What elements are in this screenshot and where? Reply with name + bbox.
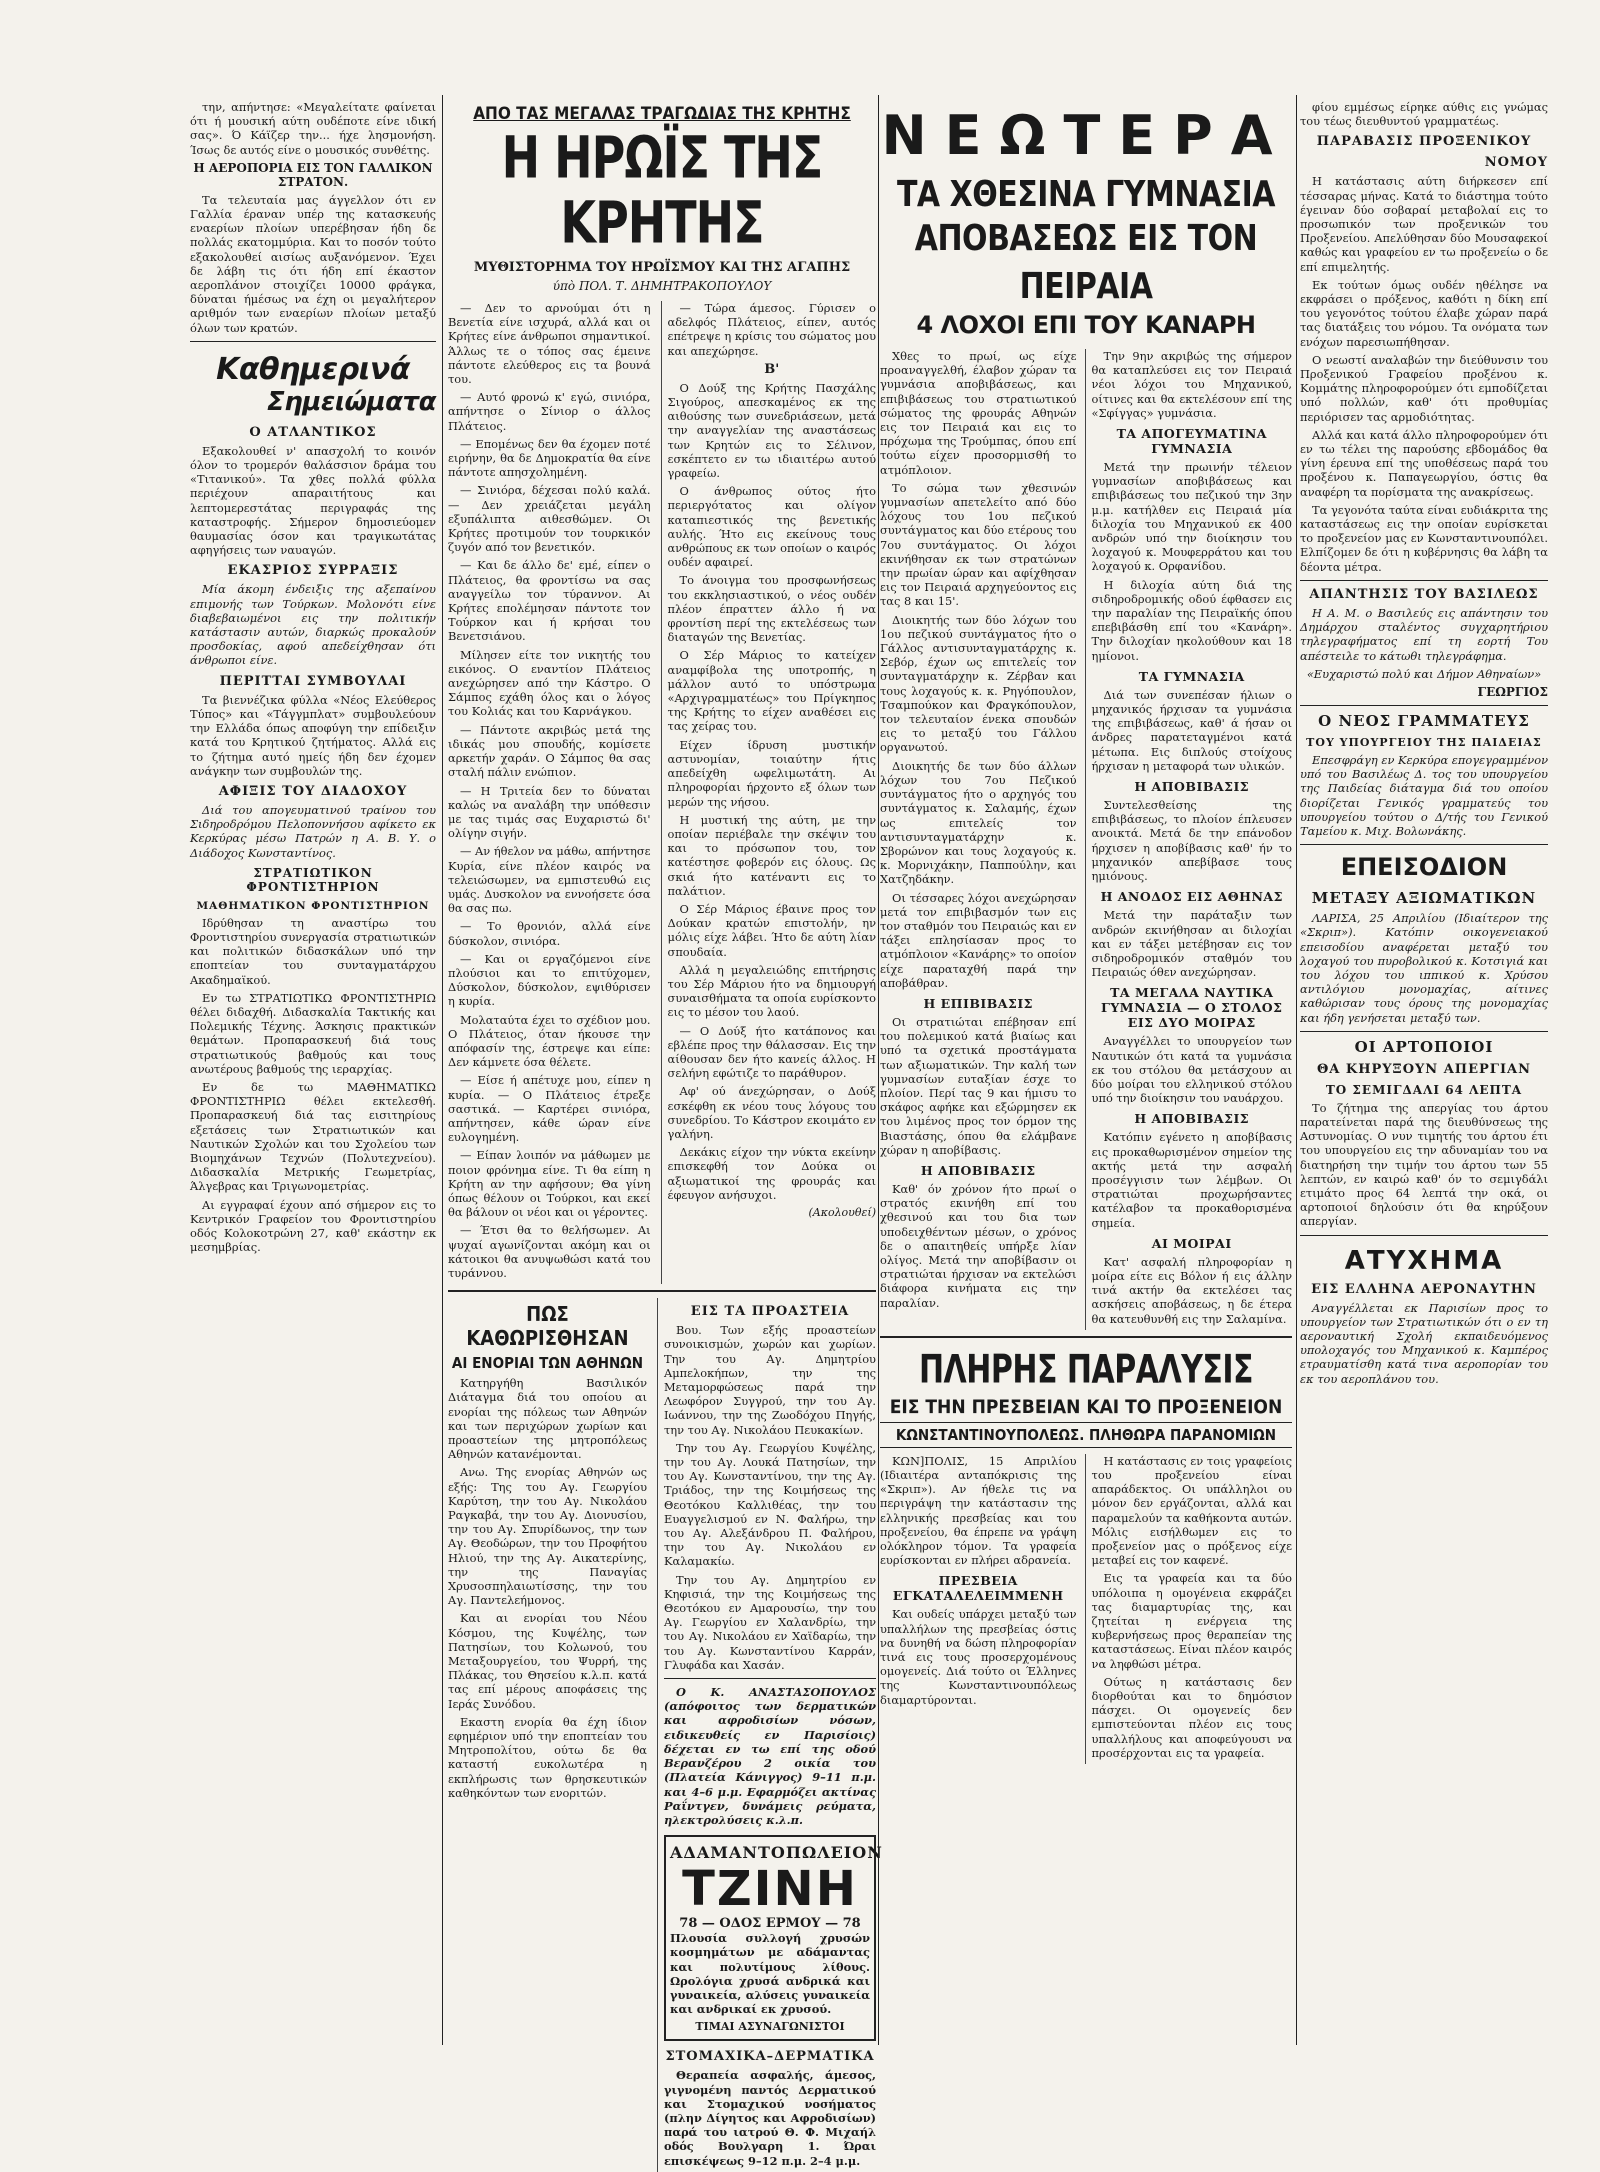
king-reply-heading: ΑΠΑΝΤΗΣΙΣ ΤΟΥ ΒΑΣΙΛΕΩΣ xyxy=(1309,586,1539,602)
chapter-number: Β' xyxy=(764,361,780,377)
nomou-heading: ΝΟΜΟΥ xyxy=(1484,155,1548,171)
paradise-subtitle: ΕΙΣ ΤΗΝ ΠΡΕΣΒΕΙΑΝ ΚΑΙ ΤΟ ΠΡΟΞΕΝΕΙΟΝ xyxy=(889,1395,1283,1418)
news-paragraph: Διοικητής των δύο λόχων του 1ου πεζικού συντάγματος ήτο ο Γάλλος αντισυνταγματάρχης κ. Σεβόρ, έχων ως επιτελείς τον συνταγματάρχην κ. Ζέρβαν και τους λοχαγούς κ. κ. Ρηγόπουλον, Τσαμπούκον και Φραγκόπουλον, τον τελευταίον ένεκα σπουδών εις το μεταξύ του Γάλλου οργανωτού. xyxy=(880,612,1077,755)
story-paragraph: Αλλά η μεγαλειώδης επιτήρησις του Σέρ Μάριου ήτο να δημιουργή συναισθήματα τα οποία ευρίσκοντο εις το μέσον του λαού. xyxy=(667,962,876,1020)
news-paragraph: Μετά την πρωινήν τέλειον γυμνασίων αποβιβάσεως και επιβιβάσεως του πεζικού την 3ην μ.μ. κατήλθεν εις Πειραιά μία διλοχία του Μηχανικού εκ 400 ανδρών υπό την διοίκησιν του λοχαγού κ. Μουφερράτου και του λοχαγού κ. Ορφανίδου. xyxy=(1091,460,1292,574)
news-headline: ΑΠΟΒΑΣΕΩΣ ΕΙΣ ΤΟΝ ΠΕΙΡΑΙΑ xyxy=(914,217,1258,308)
frontist-text: Εν δε τω ΜΑΘΗΜΑΤΙΚΩ ΦΡΟΝΤΙΣΤΗΡΙΩ θέλει εκτελεσθή. Προπαρασκευή διά τας εισιτηρίους εξετάσεις των Στρατιωτικών και Ναυτικών Σχολών και του Σχολείου των Βιομηχάνων Τεχνών (Πολυτεχνείου). Διδασκαλία Μετρικής Γεωμετρίας, Άλγεβρας και Τριγωνομετρίας. xyxy=(190,1079,436,1194)
parabasis-text: Αλλά και κατά άλλο πληροφορούμεν ότι εν τω τέλει της παρούσης εβδομάδος θα γίνη έρευνα επί της υποθέσεως παρά του προξένου κ. Παπαγεωργίου, όστις θα αναφέρη τα πορίσματα της ανακρίσεως. xyxy=(1300,427,1548,499)
king-reply-quote: «Ευχαριστώ πολύ και Δήμον Αθηναίων» xyxy=(1306,666,1542,681)
parishes-text: Και αι ενορίαι του Νέου Κόσμου, της Κυψέλης, των Πατησίων, του Κολωνού, του Μεταξουργείου, του Ψυρρή, της Πλάκας, του Θησείου κ.λ.π. κατά τας επί μέρους αποφάσεις της Ιεράς Συνόδου. xyxy=(448,1611,647,1711)
secretary-subheading: ΤΟΥ ΥΠΟΥΡΓΕΙΟΥ ΤΗΣ ΠΑΙΔΕΙΑΣ xyxy=(1306,735,1542,749)
story-paragraph: — Επομένως δεν θα έχομεν ποτέ ειρήνην, θα δε Δημοκρατία θα είνε πάντοτε απησχολημένη. xyxy=(448,436,651,480)
ad-shop-label: ΑΔΑΜΑΝΤΟΠΩΛΕΙΟΝ xyxy=(670,1843,883,1863)
story-columns xyxy=(448,301,876,1284)
story-title: Η ΗΡΩΪΣ ΤΗΣ ΚΡΗΤΗΣ xyxy=(501,123,823,257)
story-paragraph: — Και δε άλλο δε' εμέ, είπεν ο Πλάτειος, θα φροντίσω να σας αναγγείλω τον τύραννον. Αι Κρήτες επολέμησαν πάντοτε τον Τούρκον και ή κρήσαι του Βενετσιάνου. xyxy=(448,558,651,644)
suburbs-text: Βου. Των εξής προαστείων συνοικισμών, χωρών και χωρίων. Την του Αγ. Δημητρίου Αμπελοκήπων, την της Μεταμορφώσεως παρά την Λεωφόρον Συγγρού, την του Αγ. Ιωάννου, την της Ζωοδόχου Πηγής, την του Αγ. Νικολάου Πευκακίων. xyxy=(664,1323,876,1437)
paradise-paragraph: ΚΩΝ]ΠΟΛΙΣ, 15 Απριλίου (Ιδιαιτέρα ανταπόκρισις της «Σκριπ»). Αν ήθελε τις να περιγράψη την κατάστασιν της ελληνικής πρεσβείας και του προξενείου, θα έπρεπε να γράψη ολόκληρον τόμον. Τα γραφεία ευρίσκονται εν πλήρει αδρανεία. xyxy=(880,1453,1077,1568)
story-paragraph: — Πάντοτε ακριβώς μετά της ιδικάς μου σπουδής, κομίσετε αρκετήν χαράν. Ο Σάμπος θα σας σταλή πάλιν ενώπιον. xyxy=(448,722,651,780)
story-paragraph: Δεκάκις είχον την νύκτα εκείνην επισκεφθή τον Δούκα οι αξιωματικοί της φρουράς και έφευγον ανήσυχοι. xyxy=(667,1145,876,1202)
subsection-heading: Η ΑΠΟΒΙΒΑΣΙΣ xyxy=(1134,779,1250,795)
lower-columns xyxy=(448,1298,883,2172)
column-3 xyxy=(880,100,1292,2060)
incident-text: ΛΑΡΙΣΑ, 25 Απριλίου (Ιδιαίτερον της «Σκριπ»). Κατόπιν οικογενειακού επεισοδίου αναφέρεται μεταξύ του λοχαγού του πυροβολικού κ. Κοτσιγιά και του λόχου του ιππικού κ. Χρύσου αντιλόγιου μονομαχίας, αίτινες καθώρισαν τους όρους της μονομαχίας και ήδη γενήσεται μεταξύ των. xyxy=(1300,911,1548,1025)
accident-heading: ΑΤΥΧΗΜΑ xyxy=(1344,1245,1504,1276)
news-paragraph: Αναγγέλλει το υπουργείον των Ναυτικών ότι κατά τα γυμνάσια εκ του στόλου θα μετάσχουν αι δύο μοίραι του ελληνικού στόλου υπό την διοίκησιν του ναυάρχου. xyxy=(1091,1034,1292,1106)
continued-note: (Ακολουθεί) xyxy=(808,1205,876,1219)
parishes-text: Κατηργήθη Βασιλικόν Διάταγμα διά του οποίου αι ενορίαι της πόλεως των Αθηνών και των περιχώρων χωρίων και προαστείων της μητροπόλεως Αθηνών κατανέμονται. xyxy=(448,1376,647,1462)
suburbs-text: Την του Αγ. Δημητρίου εν Κηφισιά, την της Κοιμήσεως της Θεοτόκου εν Αμαρουσίω, την του Αγ. Γεωργίου εν Χαλανδρίω, την του Αγ. Νικολάου εν Χαϊδαρίω, την του Αγ. Κωνσταντίνου Καρράν, Γλυφάδα και Χασάν. xyxy=(664,1572,876,1672)
frontist-subheading: ΜΑΘΗΜΑΤΙΚΟΝ ΦΡΟΝΤΙΣΤΗΡΙΟΝ xyxy=(196,899,430,912)
column-rule xyxy=(878,95,879,2045)
parabasis-text: Ο νεωστί αναλαβών την διεύθυνσιν του Προξενικού Γραφείου προξένου κ. Κομμάτης πληροφορούμεν ότι εμποδίζεται υπό πολλών, καθ' ότι προθυμίας περιόρισεν τας αρμοδιότητας. xyxy=(1300,352,1548,424)
paradise-left-column xyxy=(880,1454,1077,1764)
news-paragraph: Διοικητής δε των δύο άλλων λόχων του 7ου Πεζικού συντάγματος ήτο ο αρχηγός του συντάγματος κ. Σαλαμής, έχων ως επιτελείς τον αντισυνταγματάρχην κ. Σβορώνον και τους λοχαγούς κ. κ. Μορνιχάκην, Παππούλην, και Χατζηδάκην. xyxy=(880,758,1077,887)
story-paragraph: — Είπαν λοιπόν να μάθωμεν με ποιον φρόνημα είνε. Τι θα είπη η Κρήτη αν την αφήσουν; Θα γίνη όπως θέλουν οι Τούρκοι, και εκεί θα βάλουν οι νέοι και οι γέροντες. xyxy=(448,1148,651,1220)
subsection-heading: Η ΑΠΟΒΙΒΑΣΙΣ xyxy=(1134,1111,1250,1127)
peritti-text: Τα βιεννέζικα φύλλα «Νέος Ελεύθερος Τύπος» και «Τάγγμπλατ» συμβουλεύουν την Ελλάδα όπως αποφύγη την επίδειξιν κατά του Κρητικού ζητήματος. Αλλά εις το ζήτημα αυτό ημείς ήδη δεν έχομεν ανάγκην των συμβουλών της. xyxy=(190,692,436,778)
kathimerina-title: Καθημερινά xyxy=(216,351,410,387)
news-paragraph: Καθ' όν χρόνον ήτο πρωί ο στρατός εκινήθη επί του χθεσινού και του δια των υποδειχθέντων μέσων, ο χρόνος δε ο απαιτηθείς υπήρξε λίαν ολίγος. Μετά την αποβίβασιν οι στρατιώται ήρχισαν να εκτελώσι διάφορα κινήματα εις την παραλίαν. xyxy=(880,1181,1077,1310)
story-paragraph: — Είσε ή απέτυχε μου, είπεν η κυρία. — Ο Πλάτειος έτρεξε σαστικά. — Καρτέρει σινιόρα, απήντησεν, κάθε ώραν είνε ευλογημένη. xyxy=(448,1073,651,1145)
subsection-heading: Η ΑΠΟΒΙΒΑΣΙΣ xyxy=(920,1162,1036,1178)
parabasis-heading: ΠΑΡΑΒΑΣΙΣ ΠΡΟΞΕΝΙΚΟΥ xyxy=(1316,134,1532,150)
story-paragraph: Το άνοιγμα του προσφωνήσεως του εκκλησιαστικού, ο νέος ουδέν πλέον έπραττεν άλλο ή να φροντίση περί της εκτελέσεως των διαταγών της Βενετίας. xyxy=(667,573,876,645)
aero-heading: Η ΑΕΡΟΠΟΡΙΑ ΕΙΣ ΤΟΝ ΓΑΛΛΙΚΟΝ ΣΤΡΑΤΟΝ. xyxy=(193,160,433,189)
intro-text: την, απήντησε: «Μεγαλείτατε φαίνεται ότι ή μουσική αύτη ουδέποτε είνε ιδική σας». Ό Κάϊζερ την... ήχε λησμονήση. Ίσως δε αυτός είνε ο μουσικός συνθέτης. xyxy=(190,100,436,157)
paradise-right-column xyxy=(1085,1454,1292,1764)
suburbs-heading: ΕΙΣ ΤΑ ΠΡΟΑΣΤΕΙΑ xyxy=(690,1304,850,1320)
story-kicker: ΑΠΟ ΤΑΣ ΜΕΓΑΛΑΣ ΤΡΑΓΩΔΙΑΣ ΤΗΣ ΚΡΗΤΗΣ xyxy=(473,104,851,124)
story-paragraph: Ο Σέρ Μάριος έβαινε προς τον Δούκαν κρατών επιστολήν, ην μόλις είχε λάβει. Ήτο δε αύτη λίαν σπουδαία. xyxy=(667,901,876,959)
story-paragraph: — Ο Δούξ ήτο κατάπονος και εβλέπε προς την θάλασσαν. Εις την αίθουσαν δεν ήτο κανείς άλλος. Η σελήνη εφώτιζε το παράθυρον. xyxy=(667,1023,876,1081)
bakers-text: Το ζήτημα της απεργίας του άρτου παρατείνεται παρά της διευθύνσεως της Αστυνομίας. Ο νυν τιμητής του άρτου έτι του υπουργείου εις την αδυναμίαν του να διατηρήση την τιμήν του άρτου των 55 λεπτών, εν καιρώ καθ' όν το σεμιγδάλι ετιμάτο προς 64 λεπτά την οκά, οι αρτοποιοί δηλούσιν ότι θα κηρύξουν απεργίαν. xyxy=(1300,1100,1548,1229)
subsection-heading: ΤΑ ΓΥΜΝΑΣΙΑ xyxy=(1138,668,1245,684)
jeweller-ad xyxy=(664,1835,883,2041)
parabasis-text: Τα γεγονότα ταύτα είναι ευδιάκριτα της καταστάσεως εις την οποίαν ευρίσκεται το προξενείον μας εν Κωνσταντινουπόλει. Ελπίζομεν δε ότι η κυβέρνησις θα λάβη τα δέοντα μέτρα. xyxy=(1300,502,1548,574)
news-headline: 4 ΛΟΧΟΙ ΕΠΙ ΤΟΥ ΚΑΝΑΡΗ xyxy=(916,311,1256,339)
news-paragraph: Χθες το πρωί, ως είχε προαναγγελθή, έλαβον χώραν τα γυμνάσια αποβιβάσεως, και επιβιβάσεως του στρατιωτικού σώματος της φρουράς Αθηνών εις τον Πειραιά και εις το πρόχωμα της Τρούμπας, όπου επί τούτω είχεν προσορμισθή το ατμόπλοιον. xyxy=(880,349,1077,477)
parishes-text: Εκαστη ενορία θα έχη ίδιον εφημέριον υπό την εποπτείαν του Μητροπολίτου, ούτω δε θα καταστή ευκολωτέρα η εκπλήρωσις των θρησκευτικών καθηκόντων των ενοριτών. xyxy=(448,1714,647,1800)
column-2 xyxy=(448,100,883,2168)
news-paragraph: Διά των συνεπέσαν ήλιων ο μηχανικός ήρχισαν τα γυμνάσια της επιβιβάσεως, καθ' ά ήσαν οι άνδρες παρατεταγμένοι κατά μέτωπα. Εις διπλούς στοίχους ήρχισαν η μεταφορά των υλικών. xyxy=(1091,687,1292,773)
peritti-heading: ΠΕΡΙΤΤΑΙ ΣΥΜΒΟΥΛΑΙ xyxy=(219,673,407,689)
parishes-article xyxy=(448,1298,647,2172)
king-signature: ΓΕΩΡΓΙΟΣ xyxy=(1477,684,1548,699)
secretary-text: Επεσφράγη εν Κερκύρα επογεγραμμένον υπό του Βασιλέως Δ. τος του υπουργείου της Παιδείας διάταγμα διά του οποίου διορίζεται Γενικός γραμματεύς του υπουργείου τούτου ο Δ/τής του Γενικού Ταμείου κ. Μιχ. Βολωνάκης. xyxy=(1300,752,1548,838)
news-paragraph: Οι στρατιώται επέβησαν επί του πολεμικού κατά βιαίως και υπό τα σχετικά προστάγματα των αξιωματικών. Την καλή των γυμνασίων ευταξίαν έσχε το πλοίον. Περί τας 9 και ήμισυ το σκάφος αφήκε και εξώρμησεν εκ του λιμένος προς τον όρμον της Βιαστάσης, όπου θα ελάμβανε χώραν η αποβίβασις. xyxy=(880,1014,1077,1157)
paradise-subtitle: ΚΩΝΣΤΑΝΤΙΝΟΥΠΟΛΕΩΣ. ΠΛΗΘΩΡΑ ΠΑΡΑΝΟΜΙΩΝ xyxy=(880,1422,1292,1448)
column-rule xyxy=(1296,95,1297,2045)
parishes-title: ΑΙ ΕΝΟΡΙΑΙ ΤΩΝ ΑΘΗΝΩΝ xyxy=(451,1354,644,1373)
frontist-text: Εν τω ΣΤΡΑΤΙΩΤΙΚΩ ΦΡΟΝΤΙΣΤΗΡΙΩ θέλει διδαχθή. Διδασκαλία Τακτικής και Πολεμικής Τέχνης. Άσκησις πρακτικών θεμάτων. Προπαρασκευή διά τους στρατιωτικούς βαθμούς και τους ανωτέρους βαθμούς της ιεραρχίας. xyxy=(190,990,436,1076)
story-paragraph: Μολαταύτα έχει το σχέδιον μου. Ο Πλάτειος, όταν ήκουσε την απόφασίν της, έστρεψε και είπε: Δεν κάμνετε όσα θέλετε. xyxy=(448,1012,651,1070)
news-paragraph: Η διλοχία αύτη διά της σιδηροδρομικής οδού έφθασεν εις την παραλίαν της Πειραϊκής όπου επεβιβάσθη επί του «Κανάρη». Την διλοχίαν ηκολούθουν και 18 ημίονοι. xyxy=(1091,577,1292,663)
atlantikos-text: Εξακολουθεί ν' απασχολή το κοινόν όλον το τρομερόν θαλάσσιον δράμα του «Τιτανικού». Τα χθες πολλά φύλλα περιέχουν απαραιτήτους και λεπτομερεστάτας περιγραφάς της καταστροφής. Σήμερον δημοσιεύομεν θαυμασίας όσον και τραγικωτάτας αφηγήσεις των ναυαγών. xyxy=(190,443,436,558)
story-right-column xyxy=(661,301,876,1284)
story-paragraph: Ο άνθρωπος ούτος ήτο περιεργότατος και ολίγον καταπιεστικός της βενετικής αυλής. Ήτο εις εκείνους τους ανθρώπους εκ των οποίων ο καιρός ουδέν αφαιρεί. xyxy=(667,484,876,570)
king-reply-text: Η Α. Μ. ο Βασιλεύς εις απάντησιν του Δημάρχου σταλέντος συγχαρητήριου τηλεγραφήματος επί τη εορτή Του απέστειλε το κάτωθι τηλεγράφημα. xyxy=(1300,605,1548,663)
accident-text: Αναγγέλλεται εκ Παρισίων προς το υπουργείον των Στρατιωτικών ότι ο εν τη αεροναυτική Σχολή εκπαιδευόμενος υπολοχαγός του Μηχανικού κ. Καμπέρος ετραυματίσθη κατά τινα αεροπορίαν του εκ του αεροπλάνου του. xyxy=(1300,1300,1548,1386)
ad-address: 78 — ΟΔΟΣ ΕΡΜΟΥ — 78 xyxy=(679,1916,861,1932)
paradise-paragraph: Και ουδείς υπάρχει μεταξύ των υπαλλήλων της πρεσβείας όστις να δυνηθή να δώση πληροφορίαν τινά εις τους προσερχομένους ομογενείς. Διά τούτο οι Έλληνες της Κωνσταντινουπόλεως διαμαρτύρονται. xyxy=(880,1607,1077,1707)
story-paragraph: — Αν ήθελον να μάθω, απήντησε Κυρία, είνε πλέον καιρός να τελειώσωμεν, να εμπιστευθώ εις υμάς. Δυσκολον να εννοήσετε όσα θα σας πω. xyxy=(448,844,651,916)
incident-subheading: ΜΕΤΑΞΥ ΑΞΙΩΜΑΤΙΚΩΝ xyxy=(1311,889,1537,908)
news-left-column xyxy=(880,349,1077,1330)
paradise-paragraph: Η κατάστασις εν τοις γραφείοις του προξενείου είναι απαράδεκτος. Οι υπάλληλοι ου μόνον δεν εργάζονται, αλλά και παραμελούν τα καθήκοντα αυτών. Μόλις εισήλθωμεν εις το προξενείον μας ο πρόξενος είχε μεταβεί εις τον καφενέ. xyxy=(1091,1453,1292,1568)
story-byline: ύπὸ ΠΟΛ. Τ. ΔΗΜΗΤΡΑΚΟΠΟΥΛΟΥ xyxy=(552,279,772,293)
parabasis-text: Εκ τούτων όμως ουδέν ηθέλησε να εκφράσει ο πρόξενος, καθότι η δίκη επί του γεγονότος τούτου έλαβε χώραν παρά τας διατάξεις του νόμου. Τα ονόματα των ενόχων παρεσιωπήθησαν. xyxy=(1300,277,1548,349)
news-paragraph: Την 9ην ακριβώς της σήμερον θα καταπλεύσει εις τον Πειραιά νέοι λόχοι του Μηχανικού, οίτινες και θα εκτελέσουν επί της «Σφίγγας» γυμνάσια. xyxy=(1091,349,1292,420)
subsection-heading: ΤΑ ΑΠΟΓΕΥΜΑΤΙΝΑ ΓΥΜΝΑΣΙΑ xyxy=(1116,426,1267,457)
doctor-notice: Ο Κ. ΑΝΑΣΤΑΣΟΠΟΥΛΟΣ (απόφοιτος των δερματικών και αφροδισίων νόσων, ειδικευθείς εν Παρισίοις) δέχεται εν τω επί της οδού Βερανζέρου 2 οικία του (Πλατεία Κάνιγγος) 9–11 π.μ. και 4–6 μ.μ. Εφαρμόζει ακτίνας Ραΐντγεν, δυνάμεις ρεύματα, ηλεκτρολύσεις κ.λ.π. xyxy=(664,1685,876,1827)
incident-heading: ΕΠΕΙΣΟΔΙΟΝ xyxy=(1340,853,1508,882)
story-paragraph: — Δεν το αρνούμαι ότι η Βενετία είνε ισχυρά, αλλά και οι Κρήτες είνε άνθρωποι σημαντικοί. Άλλως τε ο τόπος σας έμεινε πάντοτε ελεύθερος εις τα βουνά του. xyxy=(448,301,651,387)
news-right-column xyxy=(1085,349,1292,1330)
suburbs-and-ads xyxy=(657,1298,883,2172)
continued-text: φίου εμμέσως είρηκε αύθις εις γνώμας του τέως διευθυντού γραμματέως. xyxy=(1300,100,1548,129)
derm-heading: ΣΤΟΜΑΧΙΚΑ–ΔΕΡΜΑΤΙΚΑ xyxy=(665,2049,875,2065)
parabasis-text: Η κατάστασις αύτη διήρκεσεν επί τέσσαρας μήνας. Κατά το διάστημα τούτο έγειναν δύο σοβαραί μεταβολαί εις το προσωπικόν των προξενικών του Προξενείου. Απελύθησαν δύο Μουσαφεκοί καθώς και γραφείου εν τω προξενείω ο δε επί επιμελητής. xyxy=(1300,174,1548,274)
frontist-text: Ιδρύθησαν τη αναστίρω του Φροντιστηρίου συνεργασία στρατιωτικών και πολιτικών διδασκάλων υπό την εποπτείαν του συνταγματάρχου Ακαδημαϊκού. xyxy=(190,915,436,987)
suburbs-text: Την του Αγ. Γεωργίου Κυψέλης, την του Αγ. Λουκά Πατησίων, την του Αγ. Κωνσταντίνου, την της Αγ. Τριάδος, την της Κοιμήσεως της Θεοτόκου Καλλιθέας, την του Ευαγγελισμού εν Ν. Φαλήρω, την του Αγ. Αλεξάνδρου Π. Φαλήρου, την του Αγ. Νικολάου εν Καλαμακίω. xyxy=(664,1440,876,1569)
story-paragraph: — Έτσι θα το θελήσωμεν. Αι ψυχαί αγωνίζονται ακόμη και οι κάτοικοι θα ανυψωθώσι κατά του τυράννου. xyxy=(448,1223,651,1280)
story-paragraph: — Αυτό φρονώ κ' εγώ, σινιόρα, απήντησε ο Σίνιορ ο άλλος Πλάτειος. xyxy=(448,390,651,433)
news-headline: ΤΑ ΧΘΕΣΙΝΑ ΓΥΜΝΑΣΙΑ xyxy=(896,173,1276,216)
story-paragraph: Αφ' ού άνεχώρησαν, ο Δούξ εσκέφθη εκ νέου τους λόγους του συνεδρίου. Το Κάστρον εκοιμάτο εν γαλήνη. xyxy=(667,1084,876,1141)
story-paragraph: — Σινιόρα, δέχεσαι πολύ καλά. — Δεν χρειάζεται μεγάλη εξυπάλιπτα αιθεσθώμεν. Οι Κρήτες προτιμούν τον τουρκικόν ζυγόν από τον βενετικόν. xyxy=(448,483,651,555)
column-rule xyxy=(442,95,443,2045)
subsection-heading: Η ΕΠΙΒΙΒΑΣΙΣ xyxy=(923,995,1034,1011)
bakers-subheading: ΤΟ ΣΕΜΙΓΔΑΛΙ 64 ΛΕΠΤΑ xyxy=(1325,1082,1523,1097)
ad-prices: ΤΙΜΑΙ ΑΣΥΝΑΓΩΝΙΣΤΟΙ xyxy=(695,2020,845,2034)
subsection-heading: Η ΑΝΟΔΟΣ ΕΙΣ ΑΘΗΝΑΣ xyxy=(1100,889,1283,905)
bakers-heading: ΟΙ ΑΡΤΟΠΟΙΟΙ xyxy=(1354,1037,1494,1056)
afixis-heading: ΑΦΙΞΙΣ ΤΟΥ ΔΙΑΔΟΧΟΥ xyxy=(218,783,408,799)
secretary-heading: Ο ΝΕΟΣ ΓΡΑΜΜΑΤΕΥΣ xyxy=(1318,711,1530,730)
story-paragraph: Η μυστική της αύτη, με την οποίαν περιέβαλε την σκέψιν του και το πρόσωπον του, τον κατέστησε φοβερόν εις όλους. Ως σκιά ήτο κατέναντι εις το παλάτιον. xyxy=(667,812,876,898)
paradise-columns xyxy=(880,1454,1292,1764)
derm-text: Θεραπεία ασφαλής, άμεσος, γιγνομένη παντός Δερματικού και Στομαχικού νοσήματος (πλην Δίγητος και Αφροδισίων) παρά του ιατρού Θ. Φ. Μιχαήλ οδός Βουλγαρη 1. Ώραι επισκέψεως 9–12 π.μ. 2–4 μ.μ. xyxy=(664,2068,876,2168)
aero-text: Τα τελευταία μας άγγελλον ότι εν Γαλλία έραναν υπέρ της κατασκευής εναερίων πλοίων υπερέβησαν ήδη δε πολλάς εκατομμύρια. Και το ποσόν τούτο εξακολουθεί αισίως αυξανόμενον. Έχει δε λάβη τις ότι ήδη επί έκαστον αεροπλάνον στοιχίζει 10000 φράγκα, δύναται ήμέσως να έχη οι μεγαλήτερον αριθμόν των εναερίων πλοίων μεταξύ όλων των κρατών. xyxy=(190,192,436,335)
news-paragraph: Συντελεσθείσης της επιβιβάσεως, το πλοίον έπλευσεν ανοικτά. Μετά δε την επάνοδον ήρχισεν η αποβίβασις καθ' ήν το μηχανικόν απεβίβασε τους ημιόνους. xyxy=(1091,798,1292,884)
news-paragraph: Κατόπιν εγένετο η αποβίβασις εις προκαθωρισμένον σημείον της ακτής μετά την ασφαλή προσέγγισιν των λέμβων. Οι στρατιώται προχωρήσαντες κατέλαβον τα προκαθορισμένα σημεία. xyxy=(1091,1130,1292,1230)
parishes-text: Ανω. Της ενορίας Αθηνών ως εξής: Της του Αγ. Γεωργίου Καρύτση, την του Αγ. Νικολάου Ραγκαβά, την του Αγ. Διονυσίου, την του Αγ. Σπυρίδωνος, την των Αγ. Θεοδώρων, την του Προφήτου Ηλιού, την της Αγ. Αικατερίνης, την της Παναγίας Χρυσοσπηλαιωτίσσης, την του Αγ. Παντελεήμονος. xyxy=(448,1465,647,1608)
news-paragraph: Κατ' ασφαλή πληροφορίαν η μοίρα είτε εις Βόλον ή εις άλλην τινά ακτήν θα εκτελέσει τας ασκήσεις αποβάσεως, η δε έτερα θα κατευθυνθή εις την Σαλαμίνα. xyxy=(1091,1254,1292,1326)
paradise-paragraph: Ούτως η κατάστασις δεν διορθούται και το δημόσιον πάσχει. Οι ομογενείς δεν εμπιστεύονται πλέον εις τους υπαλλήλους και αποφεύγουσι να προσέρχονται εις τα γραφεία. xyxy=(1091,1674,1292,1760)
column-4 xyxy=(1300,100,1548,2060)
simeiomata-title: Σημειώματα xyxy=(266,386,436,417)
paradise-title: ΠΛΗΡΗΣ ΠΑΡΑΛΥΣΙΣ xyxy=(918,1347,1254,1393)
story-paragraph: — Και οι εργαζόμενοι είνε πλούσιοι και το επιτύχομεν, Δύσκολον, δύσκολον, εψιθύρισεν η κυρία. xyxy=(448,951,651,1009)
story-paragraph: Ο Δούξ της Κρήτης Πασχάλης Σιγούρος, απεσκαμένος εκ της αιθούσης των συνεδριάσεων, μετά την αναγγελίαν της αναστάσεως των Κρητών εις το Σέλινον, εσκέπτετο εν τω ιδιαιτέρω αυτού γραφείω. xyxy=(667,380,876,481)
story-paragraph: — Τώρα άμεσος. Γύρισεν ο αδελφός Πλάτειος, είπεν, αυτός επέτρεψε η κρίσις του σώματος μου και απεχώρησε. xyxy=(667,301,876,358)
paradise-paragraph: Εις τα γραφεία και τα δύο υπόλοιπα η ομογένεια εκφράζει τας διαμαρτυρίας της, και ζητείται η ενέργεια της κυβερνήσεως προς θεραπείαν της καταστάσεως. Είναι πλέον καιρός να ληφθώσι μέτρα. xyxy=(1091,1571,1292,1671)
frontist-heading: ΣΤΡΑΤΙΩΤΙΚΟΝ ΦΡΟΝΤΙΣΤΗΡΙΟΝ xyxy=(246,865,380,894)
subsection-heading: ΠΡΕΣΒΕΙΑ ΕΓΚΑΤΑΛΕΛΕΙΜΜΕΝΗ xyxy=(892,1573,1064,1604)
syrraxis-heading: ΕΚΑΣΡΙΟΣ ΣΥΡΡΑΞΙΣ xyxy=(227,563,399,579)
story-left-column xyxy=(448,301,651,1284)
story-paragraph: Μίλησεν είτε τον νικητής του εικόνος. Ο εναντίον Πλάτειος ανεχώρησεν από την Κάστρο. Ο Σάμπος εχάθη όλος και ο λόγος του Κολιάς και του Καρνάγκου. xyxy=(448,647,651,719)
news-columns xyxy=(880,349,1292,1330)
story-paragraph: — Το θρονιόν, αλλά είνε δύσκολον, σινιόρα. xyxy=(448,919,651,948)
afixis-text: Διά του απογευματινού τραίνου του Σιδηροδρόμου Πελοποννήσου αφίκετο εκ Κερκύρας μέσω Πατρών η Α. Β. Υ. ο Διάδοχος Κωνσταντίνος. xyxy=(190,802,436,860)
story-paragraph: Είχεν ίδρυση μυστικήν αστυνομίαν, τοιαύτην ήτις απεδείχθη ωφελιμωτάτη. Αι πληροφορίαι ήρχοντο εξ όλων των μερών της νήσου. xyxy=(667,737,876,809)
syrraxis-text: Μία άκομη ένδειξις της αξεπαίνου επιμονής των Τούρκων. Μολονότι είνε διαβεβαιωμένοι εις την πολιτικήν κατάστασιν αυτών, διαρκώς προκαλούν προσδοκίας, αφού απεδείχθησαν ότι άνθρωποι είνε. xyxy=(190,582,436,668)
accident-subheading: ΕΙΣ ΕΛΛΗΝΑ ΑΕΡΟΝΑΥΤΗΝ xyxy=(1311,1281,1537,1297)
parishes-kicker: ΠΩΣ ΚΑΘΩΡΙΣΘΗΣΑΝ xyxy=(466,1302,629,1351)
ad-text: Πλουσία συλλογή χρυσών κοσμημάτων με αδάμαντας και πολυτίμους λίθους. Ωρολόγια χρυσά ανδρικά και γυναικεία, αλύσεις γυναικεία και ανδρικαί εκ χρυσού. xyxy=(670,1931,870,2017)
subsection-heading: ΑΙ ΜΟΙΡΑΙ xyxy=(1151,1235,1232,1251)
story-paragraph: — Η Τριτεία δεν το δύναται καλώς να αναλάβη την υπόθεσιν με τας τιμάς σας Ευχαριστώ δι' ολίγην σιγήν. xyxy=(448,783,651,841)
atlantikos-heading: Ο ΑΤΛΑΝΤΙΚΟΣ xyxy=(249,424,377,440)
news-banner: ΝΕΩΤΕΡΑ xyxy=(881,104,1291,167)
story-subtitle: ΜΥΘΙΣΤΟΡΗΜΑ ΤΟΥ ΗΡΩΪΣΜΟΥ ΚΑΙ ΤΗΣ ΑΓΑΠΗΣ xyxy=(473,260,851,275)
bakers-subheading: ΘΑ ΚΗΡΥΞΟΥΝ ΑΠΕΡΓΙΑΝ xyxy=(1316,1061,1532,1077)
ad-shop-name: ΤΖΙΝΗ xyxy=(682,1861,858,1918)
subsection-heading: ΤΑ ΜΕΓΑΛΑ ΝΑΥΤΙΚΑ ΓΥΜΝΑΣΙΑ — Ο ΣΤΟΛΟΣ ΕΙΣ ΔΥΟ ΜΟΙΡΑΣ xyxy=(1100,985,1283,1031)
column-1 xyxy=(190,100,436,2060)
frontist-text: Αι εγγραφαί έχουν από σήμερον εις το Κεντρικόν Γραφείον του Φροντιστηρίου οδός Κολοκοτρώνη 27, καθ' εκάστην εκ μεσημβρίας. xyxy=(190,1197,436,1255)
story-paragraph: Ο Σέρ Μάριος το κατείχεν αναμφίβολα της υποτροπής, η μάλλον αυτό το υπόστρωμα «Αρχιγραμματέως» του Πρίγκηπος της Κρήτης το είχεν αναθέσει εις τας χείρας του. xyxy=(667,648,876,734)
news-paragraph: Το σώμα των χθεσινών γυμνασίων απετελείτο από δύο λόχους του 1ου πεζικού συντάγματος και δύο ετέρους του 7ου συντάγματος. Οι λόχοι εκινήθησαν εκ των στρατώνων την πρωίαν ώραν και αφίχθησαν εις τον Πειραιά αρχηγεύοντος εις τας 8 και 15'. xyxy=(880,480,1077,609)
news-paragraph: Μετά την παράταξιν των ανδρών εκινήθησαν αι διλοχίαι και εν τάξει μετέβησαν εις τον σιδηροδρομικόν σταθμόν του Πειραιώς όθεν ανεχώρησαν. xyxy=(1091,908,1292,980)
news-paragraph: Οι τέσσαρες λόχοι ανεχώρησαν μετά τον επιβιβασμόν των εις τον σταθμόν του Πειραιώς και εν τάξει επλησίασαν προς το ατμόπλοιον «Κανάρης» το οποίον είχε παραταχθή παρά την αποβάθραν. xyxy=(880,890,1077,990)
